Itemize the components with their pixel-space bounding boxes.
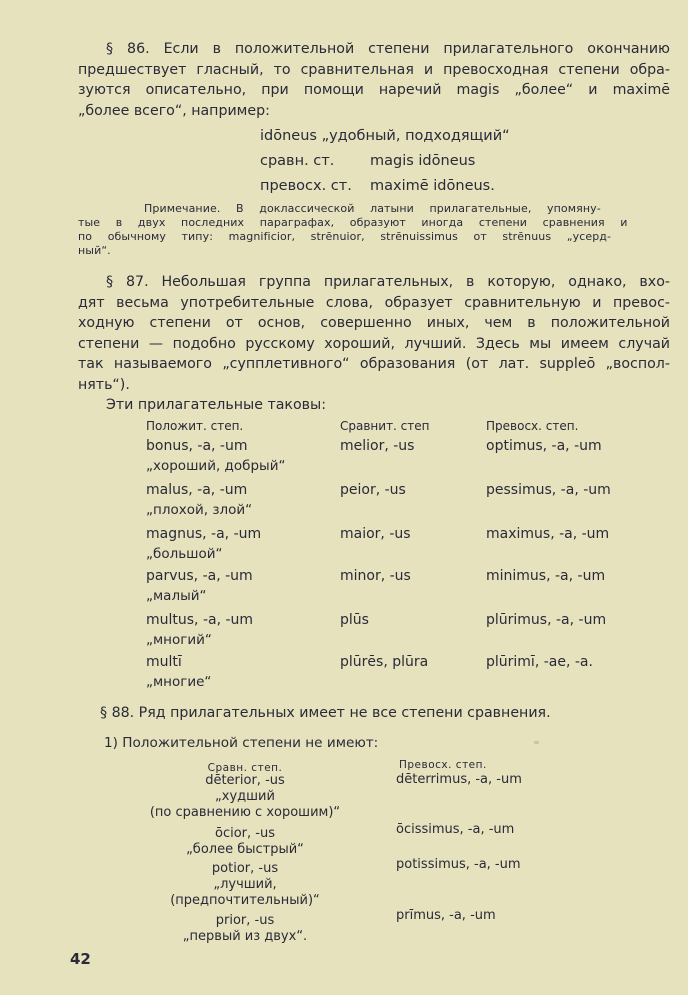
text-line: „более всего“, например: [78,102,270,119]
superlative-form: prīmus, -a, -um [396,908,496,923]
example-value: maximē idōneus. [370,178,495,194]
comparative-form: plūs [340,612,369,628]
comparative-form: dēterior, -us [205,773,285,788]
comparative-form: plūrēs, plūra [340,654,429,670]
table-row-positive [146,525,261,563]
gloss: „лучший, [213,877,277,892]
positive-form: multī [146,654,182,670]
superlative-form: maximus, -a, -um [486,526,610,542]
example-row [260,174,510,199]
page-number: 42 [70,950,91,968]
table-intro: Эти прилагательные таковы: [106,397,327,413]
superlative-form: dēterrimus, -a, -um [396,772,522,787]
gloss: (предпочтительный)“ [170,893,320,908]
gloss: (по сравнению с хорошим)“ [149,805,341,820]
note-line: Примечание. В доклассической латыни прилагательные, упомяну- [144,202,601,215]
column-header: Положит. степ. [146,419,244,433]
text-line: § 86. Если в положительной степени прилагательного окончанию [106,41,670,57]
superlative-form: optimus, -a, -um [486,438,602,454]
table-row-positive [146,437,285,475]
comparative-entry [128,826,362,858]
gloss: „первый из двух“. [182,929,308,944]
example-row [260,149,510,174]
positive-form: magnus, -a, -um [146,526,262,542]
section-86-paragraph [78,39,670,121]
table-row-positive [146,611,253,649]
example-label: сравн. ст. [260,153,335,169]
note-line: тые в двух последних параграфах, образуют иногда степени сравнения и [78,216,628,229]
text-line: нять“). [78,376,130,393]
superlative-form: pessimus, -a, -um [486,482,611,498]
gloss: „многий“ [146,632,212,648]
positive-form: parvus, -a, -um [146,568,253,584]
gloss: „малый“ [146,588,207,604]
column-header: Сравн. степ. [207,762,283,774]
superlative-form: minimus, -a, -um [486,568,606,584]
section-88-heading: § 88. Ряд прилагательных имеет не все степени сравнения. [100,705,551,721]
gloss: „худший [215,789,275,804]
note-line: ный“. [78,244,111,257]
positive-form: bonus, -a, -um [146,438,248,454]
comparative-form: ōcior, -us [215,826,275,841]
speck [534,741,539,744]
comparative-form: prior, -us [215,913,275,928]
superlative-form: plūrimus, -a, -um [486,612,607,628]
example-value: magis idōneus [370,153,476,169]
superlative-form: potissimus, -a, -um [396,857,521,872]
comparative-form: peior, -us [340,482,406,498]
text-line: зуются описательно, при помощи наречий magis „более“ и maximē [78,82,670,98]
comparative-entry [128,773,362,821]
text-line: степени — подобно русскому хороший, лучший. Здесь мы имеем случай [78,335,670,352]
comparative-entry [128,861,362,909]
text-line: так называемого „супплетивного“ образования (от лат. suppleō „воспол- [78,356,670,372]
text-line: предшествует гласный, то сравнительная и превосходная степени обра- [78,61,670,78]
positive-form: malus, -a, -um [146,482,248,498]
comparative-form: minor, -us [340,568,411,584]
section-87-paragraph [78,272,670,416]
table-row-positive [146,567,253,605]
note-line: по обычному типу: magnificior, strēnuior, strēnuissimus от strēnuus „усерд- [78,230,612,243]
column-header: Превосх. степ. [486,419,579,433]
comparative-form: melior, -us [340,438,415,454]
section-86-note [78,202,670,258]
gloss: „более быстрый“ [186,842,304,857]
text-line: ходную степени от основ, совершенно иных, чем в положительной [78,315,670,331]
gloss: „плохой, злой“ [146,502,253,518]
gloss: „многие“ [146,674,212,690]
gloss: „хороший, добрый“ [146,458,286,474]
superlative-form: ōcissimus, -a, -um [396,822,515,837]
text-line: § 87. Небольшая группа прилагательных, в которую, однако, вхо- [106,274,670,290]
column-header: Сравнит. степ [340,419,430,433]
table-row-positive [146,653,211,691]
table-row-positive [146,481,252,519]
example-line: idōneus „удобный, подходящий“ [260,128,510,144]
example-label: превосх. ст. [260,178,352,194]
positive-form: multus, -a, -um [146,612,254,628]
comparative-form: maior, -us [340,526,411,542]
section-88-subheading: 1) Положительной степени не имеют: [104,735,379,751]
gloss: „большой“ [146,546,223,562]
comparative-entry [128,913,362,945]
superlative-form: plūrimī, -ae, -a. [486,654,593,670]
text-line: дят весьма употребительные слова, образует сравнительную и превос- [78,294,670,311]
comparative-form: potior, -us [211,861,279,876]
column-header: Превосх. степ. [399,759,487,771]
section-86-example [260,124,510,199]
